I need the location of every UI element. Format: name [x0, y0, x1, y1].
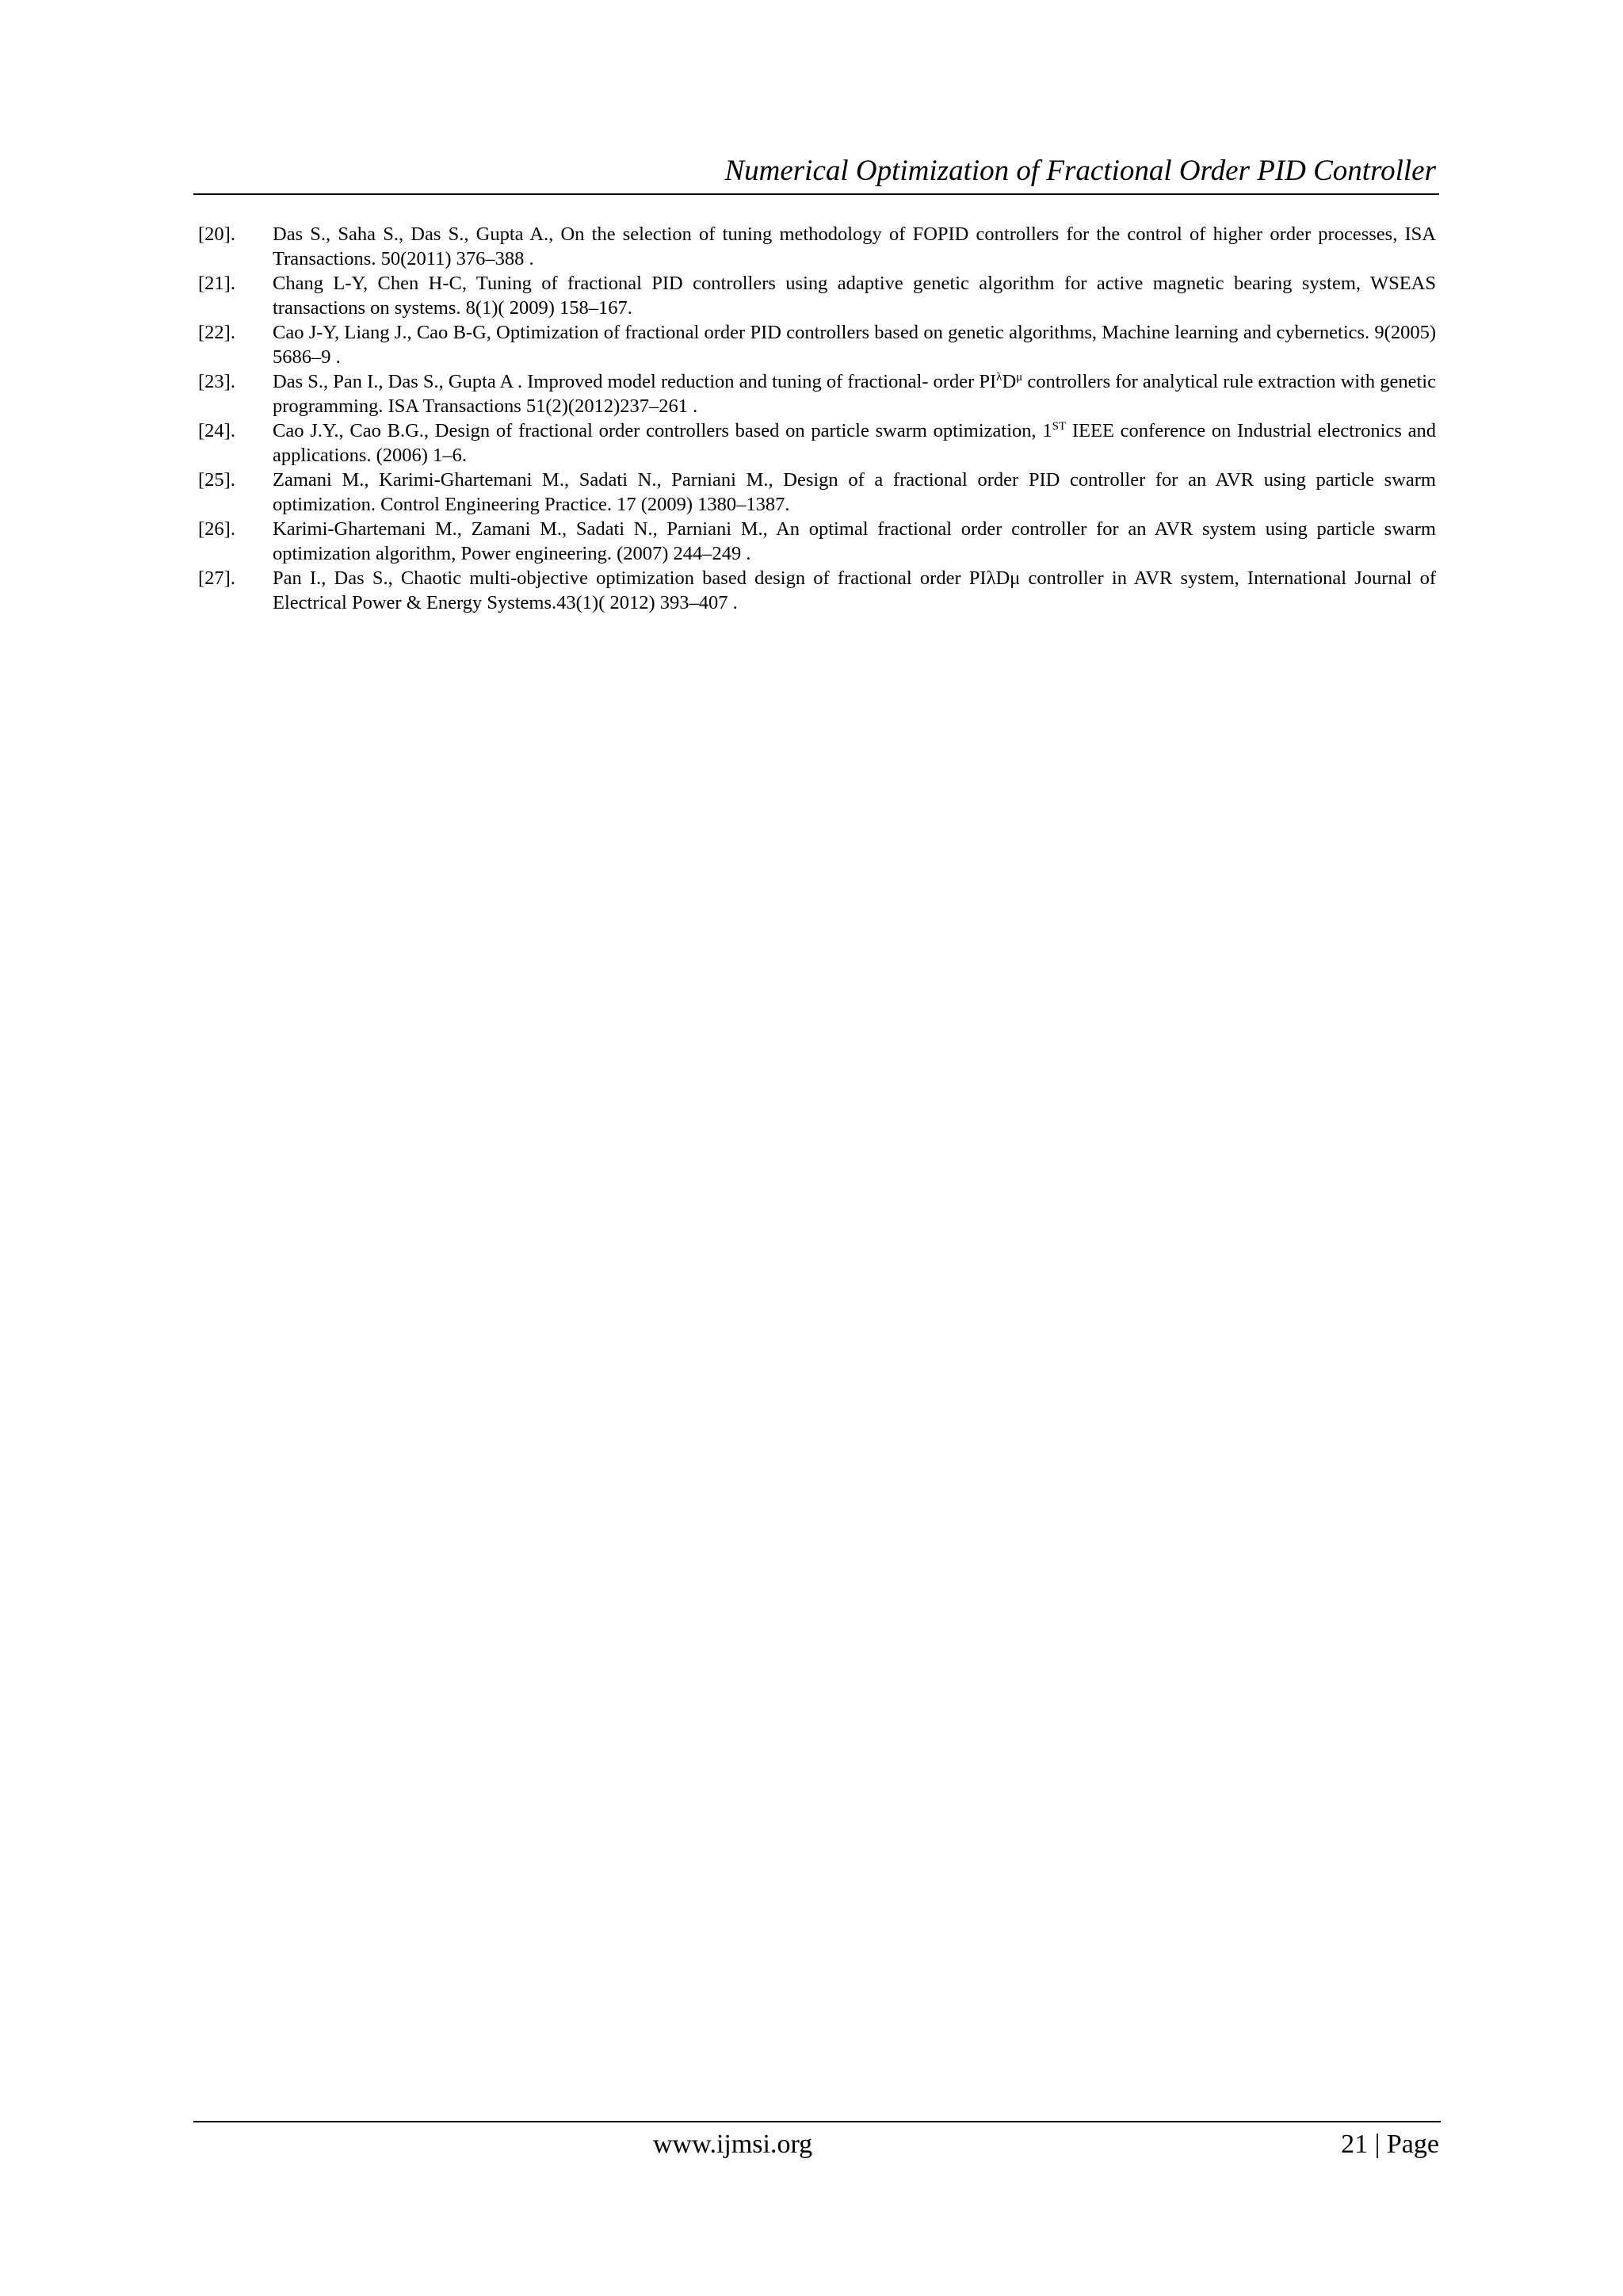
reference-text	[273, 369, 1436, 418]
reference-item-24	[198, 418, 1436, 468]
reference-text: Chang L-Y, Chen H-C, Tuning of fractional PID controllers using adaptive genetic algorithm for active magnetic bearing system, WSEAS transactions on systems. 8(1)( 2009) 158–167.	[273, 273, 1436, 319]
reference-item-22	[198, 320, 1436, 369]
reference-text-before: Cao J.Y., Cao B.G., Design of fractional order controllers based on particle swarm optimization, 1	[273, 420, 1052, 441]
reference-text: Karimi-Ghartemani M., Zamani M., Sadati N., Parniani M., An optimal fractional order controller for an AVR system using particle swarm optimization algorithm, Power engineering. (2007) 244–249 .	[273, 518, 1436, 564]
reference-number: [23].	[198, 371, 235, 392]
reference-number: [27].	[198, 567, 235, 589]
reference-text: Das S., Saha S., Das S., Gupta A., On the selection of tuning methodology of FOPID controllers for the control of higher order processes, ISA Transactions. 50(2011) 376–388 .	[273, 223, 1436, 269]
header-divider	[193, 193, 1439, 195]
footer-page-number: 21 | Page	[1341, 2130, 1439, 2159]
reference-number: [26].	[198, 518, 235, 540]
reference-text-after: IEEE conference on Industrial electronics and applications. (2006) 1–6.	[273, 420, 1436, 466]
reference-item-21	[198, 271, 1436, 320]
reference-item-23	[198, 369, 1436, 418]
reference-text: Pan I., Das S., Chaotic multi-objective optimization based design of fractional order PIλDμ controller in AVR system, International Journal of Electrical Power & Energy Systems.43(1)( 2012) 393–407 .	[273, 567, 1436, 613]
reference-list	[198, 222, 1436, 615]
reference-item-20	[198, 222, 1436, 271]
ordinal-superscript: ST	[1052, 419, 1067, 433]
reference-text-mid: D	[1002, 371, 1017, 392]
footer-website: www.ijmsi.org	[653, 2130, 813, 2159]
reference-number: [25].	[198, 469, 235, 491]
footer-divider	[193, 2121, 1441, 2122]
running-header-title: Numerical Optimization of Fractional Order PID Controller	[724, 155, 1436, 187]
reference-text-before: Das S., Pan I., Das S., Gupta A . Improved model reduction and tuning of fractional- order PI	[273, 371, 997, 392]
reference-item-26	[198, 517, 1436, 566]
reference-text: Cao J-Y, Liang J., Cao B-G, Optimization of fractional order PID controllers based on genetic algorithms, Machine learning and cybernetics. 9(2005) 5686–9 .	[273, 322, 1436, 368]
reference-text: Zamani M., Karimi-Ghartemani M., Sadati N., Parniani M., Design of a fractional order PID controller for an AVR using particle swarm optimization. Control Engineering Practice. 17 (2009) 1380–1387.	[273, 469, 1436, 515]
reference-number: [24].	[198, 420, 235, 441]
reference-text-after: controllers for analytical rule extraction with genetic programming. ISA Transactions 51(2)(2012)237–261 .	[273, 371, 1436, 417]
reference-number: [22].	[198, 322, 235, 343]
reference-text	[273, 418, 1436, 468]
reference-number: [21].	[198, 273, 235, 294]
reference-number: [20].	[198, 223, 235, 245]
mu-superscript: μ	[1016, 370, 1023, 384]
reference-item-27	[198, 566, 1436, 615]
lambda-superscript: λ	[996, 370, 1002, 384]
reference-item-25	[198, 468, 1436, 517]
